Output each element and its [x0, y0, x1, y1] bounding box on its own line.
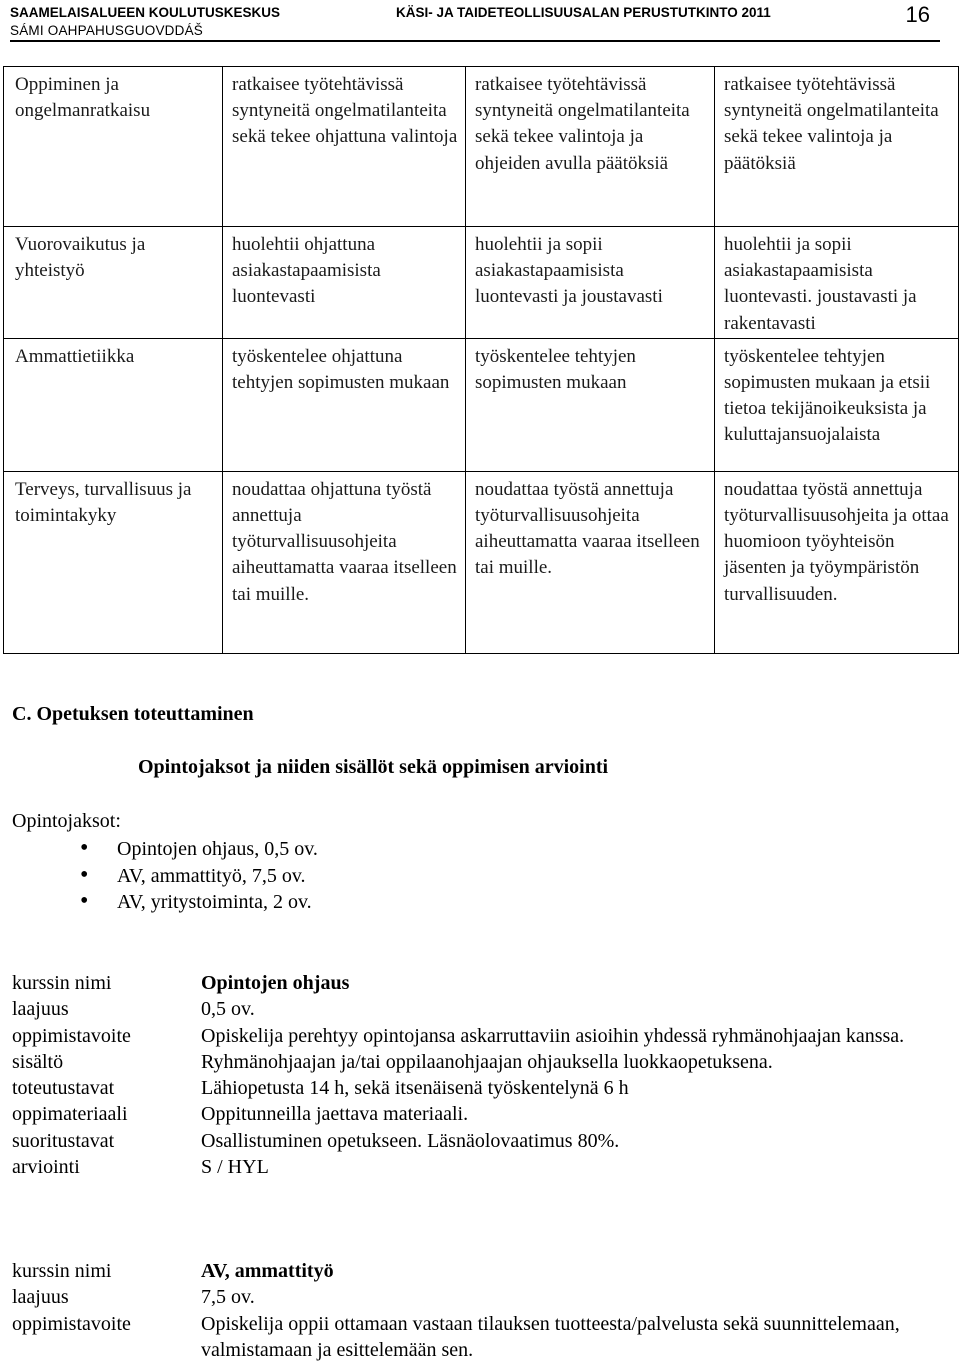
criteria-cell: ratkaisee työtehtävissä syntyneitä ongelmatilanteita sekä tekee ohjattuna valintoja: [223, 67, 466, 227]
criteria-category: Vuorovaikutus ja yhteistyö: [4, 227, 223, 339]
field-label: laajuus: [12, 1286, 69, 1309]
table-row: [4, 338, 959, 471]
list-item: • AV, yritystoiminta, 2 ov.: [80, 889, 318, 916]
field-label: suoritustavat: [12, 1129, 115, 1152]
table-row: [4, 67, 959, 227]
criteria-cell: huolehtii ja sopii asiakastapaamisista luontevasti ja joustavasti: [466, 227, 715, 339]
list-item: • Opintojen ohjaus, 0,5 ov.: [80, 836, 318, 863]
course-name: Opintojen ohjaus: [201, 972, 350, 994]
field-label: kurssin nimi: [12, 972, 112, 994]
field-value: Opiskelija oppii ottamaan vastaan tilauksen tuotteesta/palvelusta sekä suunnittelemaan, valmistamaan ja esittelemään sen.: [201, 1312, 900, 1361]
section-subheading: Opintojaksot ja niiden sisällöt sekä oppimisen arviointi: [138, 756, 609, 778]
field-label: arviointi: [12, 1156, 80, 1179]
criteria-cell: huolehtii ohjattuna asiakastapaamisista luontevasti: [223, 227, 466, 339]
criteria-cell: työskentelee ohjattuna tehtyjen sopimusten mukaan: [223, 338, 466, 471]
table-row: [12, 1284, 941, 1310]
criteria-cell: työskentelee tehtyjen sopimusten mukaan: [466, 338, 715, 471]
field-value: Ryhmänohjaajan ja/tai oppilaanohjaajan ohjauksella luokkaopetuksena.: [201, 1050, 773, 1073]
org-name-sami: SÁMI OAHPAHUSGUOVDDÁŠ: [10, 23, 203, 38]
opintojaksot-label: Opintojaksot:: [12, 810, 121, 832]
field-value: Oppitunneilla jaettava materiaali.: [201, 1103, 469, 1126]
field-label: oppimistavoite: [12, 1024, 131, 1047]
field-value: Lähiopetusta 14 h, sekä itsenäisenä työskentelynä 6 h: [201, 1077, 629, 1100]
course-details-opintojen-ohjaus: [12, 970, 941, 1180]
table-row: [12, 996, 941, 1022]
section-heading: C. Opetuksen toteuttaminen: [12, 703, 254, 725]
field-value: Osallistuminen opetukseen. Läsnäolovaatimus 80%.: [201, 1129, 620, 1152]
table-row: [12, 1023, 941, 1049]
table-row: [12, 1128, 941, 1154]
opintojaksot-list: [80, 836, 318, 916]
course-details-av-ammattityo: [12, 1258, 941, 1363]
field-label: oppimateriaali: [12, 1103, 128, 1126]
table-row: [4, 227, 959, 339]
table-row: [12, 1311, 941, 1364]
field-label: sisältö: [12, 1050, 64, 1073]
criteria-cell: noudattaa ohjattuna työstä annettuja työturvallisuusohjeita aiheuttamatta vaaraa itselleen tai muille.: [223, 471, 466, 653]
table-row: [12, 970, 941, 996]
criteria-cell: noudattaa työstä annettuja työturvallisuusohjeita ja ottaa huomioon työyhteisön jäsenten ja työympäristön turvallisuuden.: [715, 471, 959, 653]
table-row: [12, 1075, 941, 1101]
competence-table: [3, 66, 959, 654]
table-row: [12, 1154, 941, 1180]
criteria-cell: huolehtii ja sopii asiakastapaamisista luontevasti. joustavasti ja rakentavasti: [715, 227, 959, 339]
criteria-cell: ratkaisee työtehtävissä syntyneitä ongelmatilanteita sekä tekee valintoja ja ohjeiden avulla päätöksiä: [466, 67, 715, 227]
field-label: kurssin nimi: [12, 1260, 112, 1282]
field-label: oppimistavoite: [12, 1312, 131, 1335]
criteria-cell: työskentelee tehtyjen sopimusten mukaan ja etsii tietoa tekijänoikeuksista ja kuluttajansuojalaista: [715, 338, 959, 471]
criteria-cell: noudattaa työstä annettuja työturvallisuusohjeita aiheuttamatta vaaraa itselleen tai muille.: [466, 471, 715, 653]
header-divider: [10, 40, 940, 42]
document-title: KÄSI- JA TAIDETEOLLISUUSALAN PERUSTUTKINTO 2011: [396, 5, 771, 20]
list-item: • AV, ammattityö, 7,5 ov.: [80, 863, 318, 890]
criteria-category: Terveys, turvallisuus ja toimintakyky: [4, 471, 223, 653]
field-label: laajuus: [12, 998, 69, 1021]
table-row: [12, 1049, 941, 1075]
criteria-category: Oppiminen ja ongelmanratkaisu: [4, 67, 223, 227]
field-value: Opiskelija perehtyy opintojansa askarruttaviin asioihin yhdessä ryhmänohjaajan kanssa.: [201, 1024, 905, 1047]
criteria-category: Ammattietiikka: [4, 338, 223, 471]
org-name: SAAMELAISALUEEN KOULUTUSKESKUS: [10, 5, 281, 20]
criteria-cell: ratkaisee työtehtävissä syntyneitä ongelmatilanteita sekä tekee valintoja ja päätöksiä: [715, 67, 959, 227]
page-number: 16: [905, 2, 930, 27]
field-value: 0,5 ov.: [201, 998, 255, 1021]
table-row: [12, 1101, 941, 1127]
field-label: toteutustavat: [12, 1077, 115, 1100]
table-row: [4, 471, 959, 653]
page-header: [10, 4, 950, 40]
course-name: AV, ammattityö: [201, 1260, 334, 1282]
table-row: [12, 1258, 941, 1284]
field-value: 7,5 ov.: [201, 1286, 255, 1309]
field-value: S / HYL: [201, 1156, 269, 1179]
